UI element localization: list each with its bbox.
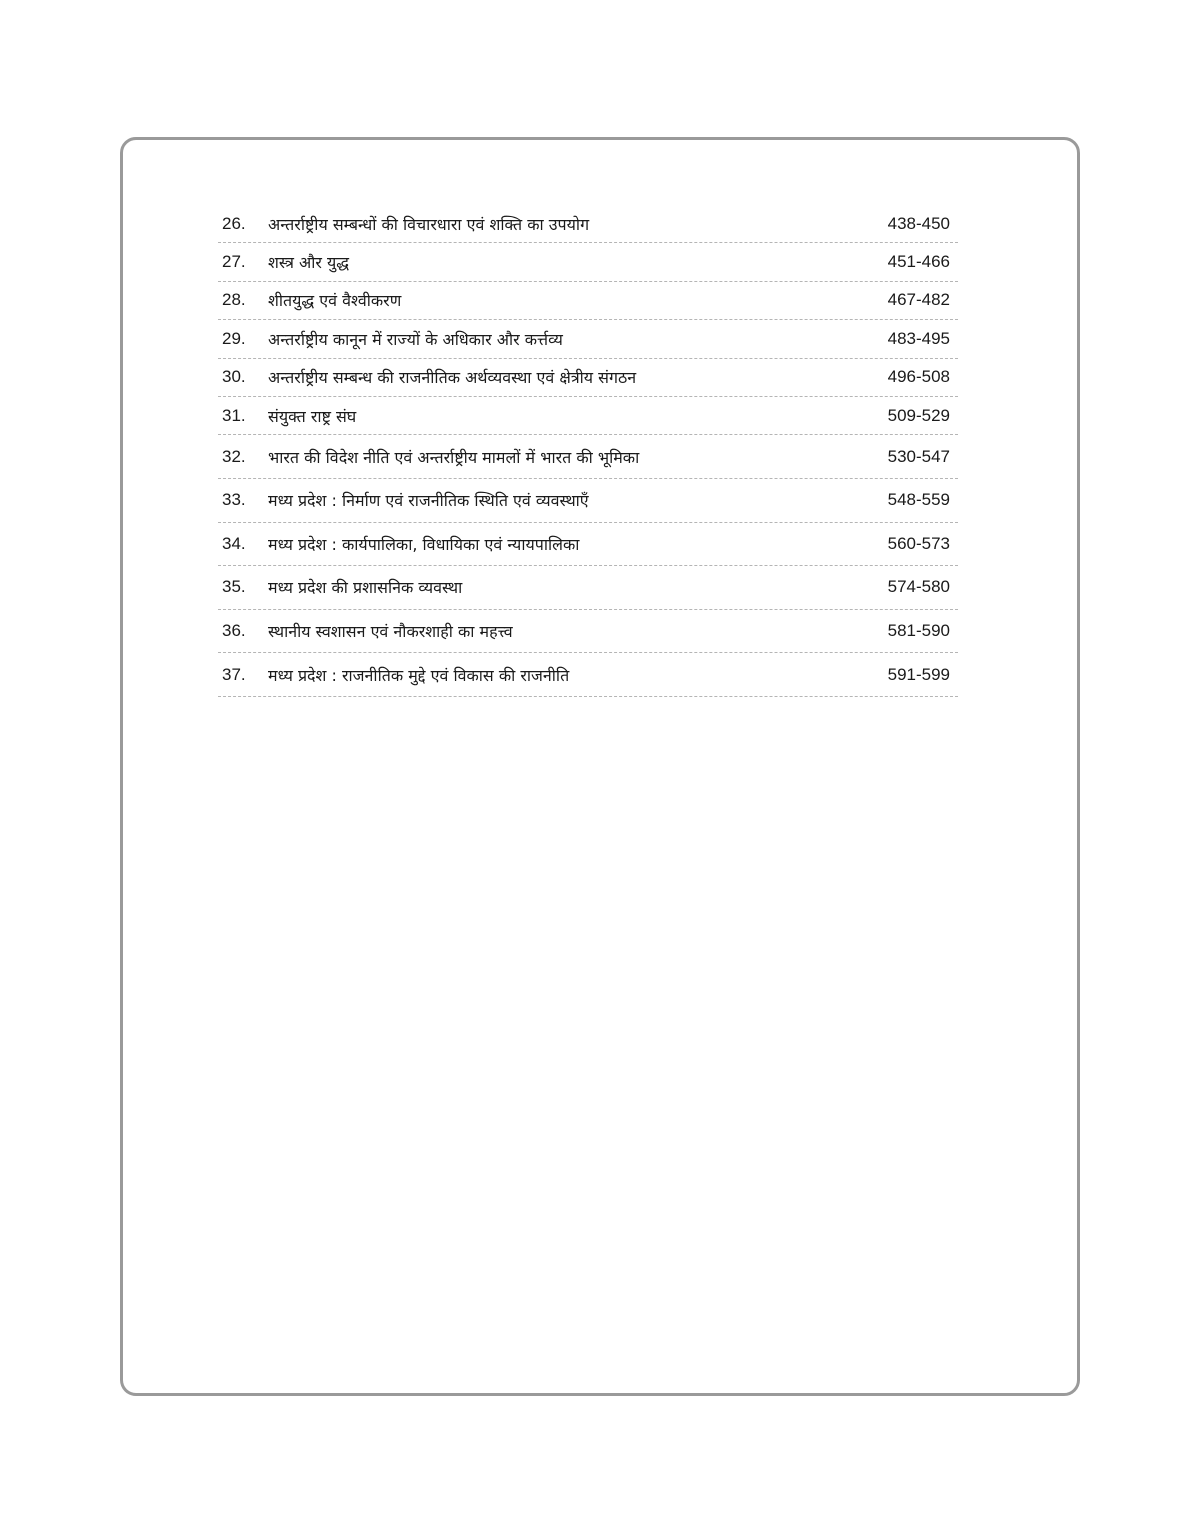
page-range: 560-573 bbox=[887, 533, 950, 553]
chapter-title: शीतयुद्ध एवं वैश्वीकरण bbox=[268, 291, 402, 311]
page-range: 496-508 bbox=[887, 367, 950, 387]
table-of-contents bbox=[218, 205, 958, 697]
page-range: 548-559 bbox=[887, 490, 950, 510]
toc-row[interactable] bbox=[218, 610, 958, 654]
chapter-number: 29. bbox=[222, 328, 246, 348]
chapter-number: 37. bbox=[222, 664, 246, 684]
chapter-title: संयुक्त राष्ट्र संघ bbox=[268, 406, 357, 426]
toc-row[interactable] bbox=[218, 566, 958, 610]
page-range: 483-495 bbox=[887, 328, 950, 348]
chapter-number: 34. bbox=[222, 533, 246, 553]
chapter-number: 28. bbox=[222, 290, 246, 310]
chapter-number: 27. bbox=[222, 252, 246, 272]
chapter-number: 32. bbox=[222, 446, 246, 466]
chapter-title: शस्त्र और युद्ध bbox=[268, 253, 350, 273]
toc-row[interactable] bbox=[218, 205, 958, 243]
page-range: 581-590 bbox=[887, 621, 950, 641]
toc-row[interactable] bbox=[218, 243, 958, 281]
toc-row[interactable] bbox=[218, 320, 958, 358]
toc-row[interactable] bbox=[218, 435, 958, 479]
chapter-title: मध्य प्रदेश की प्रशासनिक व्यवस्था bbox=[268, 578, 463, 598]
chapter-number: 35. bbox=[222, 577, 246, 597]
page-range: 574-580 bbox=[887, 577, 950, 597]
page-range: 509-529 bbox=[887, 405, 950, 425]
toc-row[interactable] bbox=[218, 653, 958, 697]
page-range: 438-450 bbox=[887, 213, 950, 233]
chapter-title: अन्तर्राष्ट्रीय सम्बन्ध की राजनीतिक अर्थव्यवस्था एवं क्षेत्रीय संगठन bbox=[268, 368, 637, 388]
chapter-number: 36. bbox=[222, 621, 246, 641]
page-range: 591-599 bbox=[887, 664, 950, 684]
chapter-title: मध्य प्रदेश : कार्यपालिका, विधायिका एवं न्यायपालिका bbox=[268, 534, 580, 554]
page-range: 451-466 bbox=[887, 252, 950, 272]
page-range: 530-547 bbox=[887, 446, 950, 466]
toc-row[interactable] bbox=[218, 397, 958, 435]
chapter-number: 30. bbox=[222, 367, 246, 387]
chapter-title: स्थानीय स्वशासन एवं नौकरशाही का महत्त्व bbox=[268, 622, 513, 642]
chapter-number: 33. bbox=[222, 490, 246, 510]
toc-row[interactable] bbox=[218, 282, 958, 320]
page-range: 467-482 bbox=[887, 290, 950, 310]
toc-row[interactable] bbox=[218, 359, 958, 397]
chapter-title: मध्य प्रदेश : निर्माण एवं राजनीतिक स्थिति एवं व्यवस्थाएँ bbox=[268, 491, 589, 511]
chapter-title: भारत की विदेश नीति एवं अन्तर्राष्ट्रीय मामलों में भारत की भूमिका bbox=[268, 447, 640, 467]
chapter-title: अन्तर्राष्ट्रीय सम्बन्धों की विचारधारा एवं शक्ति का उपयोग bbox=[268, 214, 590, 234]
chapter-title: अन्तर्राष्ट्रीय कानून में राज्यों के अधिकार और कर्त्तव्य bbox=[268, 329, 563, 349]
chapter-title: मध्य प्रदेश : राजनीतिक मुद्दे एवं विकास की राजनीति bbox=[268, 665, 570, 685]
chapter-number: 31. bbox=[222, 405, 246, 425]
toc-row[interactable] bbox=[218, 523, 958, 567]
chapter-number: 26. bbox=[222, 213, 246, 233]
toc-row[interactable] bbox=[218, 479, 958, 523]
